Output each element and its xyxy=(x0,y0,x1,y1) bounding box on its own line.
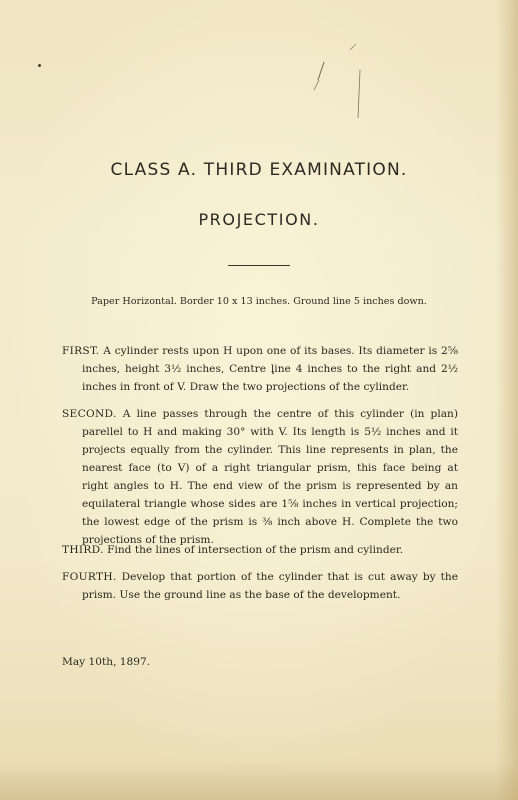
question-line: THIRD. Find the lines of intersection of the prism and cylinder. xyxy=(62,544,404,556)
question-line: FOURTH. Develop that portion of the cylinder that is cut away by the xyxy=(62,571,458,583)
question-line: projects equally from the cylinder. This line represents in plan, the xyxy=(82,444,458,456)
question-line: projections of the prism. xyxy=(82,534,214,546)
ink-speck xyxy=(38,64,41,67)
question-lead: FIRST. xyxy=(62,345,100,357)
question-lead: SECOND. xyxy=(62,408,117,420)
question-line: right angles to H. The end view of the prism is represented by an xyxy=(82,480,458,492)
paper-bottom-shading xyxy=(0,760,518,800)
question-line: the lowest edge of the prism is ⅜ inch above H. Complete the two xyxy=(82,516,458,528)
question-fourth xyxy=(62,568,458,604)
pencil-marks xyxy=(300,40,380,130)
question-second xyxy=(62,405,458,549)
question-line: inches, height 3½ inches, Centre line 4 inches to the right and 2½ xyxy=(82,363,458,375)
paper-specification: Paper Horizontal. Border 10 x 13 inches. Ground line 5 inches down. xyxy=(91,296,427,307)
question-line: inches in front of V. Draw the two projections of the cylinder. xyxy=(82,381,410,393)
question-line: FIRST. A cylinder rests upon H upon one of its bases. Its diameter is 2⅝ xyxy=(62,345,459,357)
question-first xyxy=(62,342,458,396)
question-line: SECOND. A line passes through the centre of this cylinder (in plan) xyxy=(62,408,459,420)
exam-subtitle: PROJECTION. xyxy=(198,210,320,229)
question-line: parellel to H and making 30° with V. Its length is 5½ inches and it xyxy=(82,426,458,438)
question-lead: FOURTH. xyxy=(62,571,117,583)
question-line: equilateral triangle whose sides are 1⅝ inches in vertical projection; xyxy=(82,498,458,510)
exam-title: CLASS A. THIRD EXAMINATION. xyxy=(110,160,408,180)
question-line: prism. Use the ground line as the base of the development. xyxy=(82,589,401,601)
question-third xyxy=(62,541,458,559)
question-lead: THIRD. xyxy=(62,544,104,556)
paper-edge-shading xyxy=(496,0,518,800)
exam-date: May 10th, 1897. xyxy=(62,656,151,668)
question-line: nearest face (to V) of a right triangular prism, this face being at xyxy=(82,462,458,474)
title-divider xyxy=(228,265,290,266)
